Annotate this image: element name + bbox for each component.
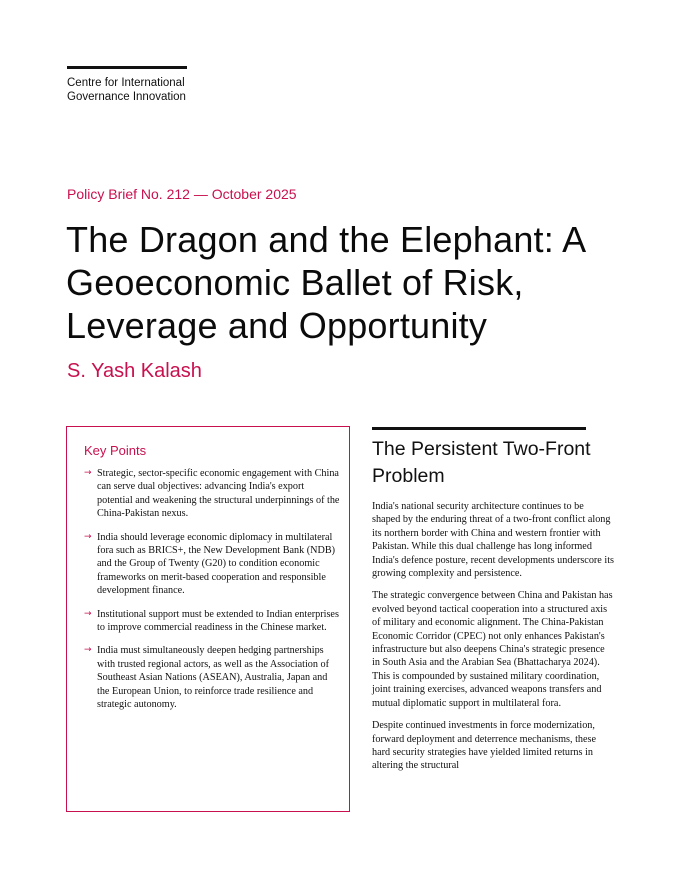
logo-rule (67, 66, 187, 69)
key-point-text: India must simultaneously deepen hedging partnerships with trusted regional actors, as well as the Association of Southeast Asian Nations (ASEAN), Australia, Japan and the European Union, to reinforce trade resilience and strategic autonomy. (97, 645, 329, 711)
logo-line-1: Centre for International (67, 77, 185, 89)
cigi-logo (67, 76, 186, 104)
logo-line-2: Governance Innovation (67, 91, 186, 103)
body-paragraph: India's national security architecture continues to be shaped by the enduring threat of a two-front conflict along its northern border with China and western frontier with Pakistan. While this dual challenge has long informed India's defence posture, recent developments underscore its growing complexity and persistence. (372, 501, 614, 580)
arrow-right-icon: → (84, 468, 92, 478)
key-points-box (66, 426, 350, 812)
key-points-heading: Key Points (84, 443, 147, 458)
key-points-list (84, 467, 340, 722)
body-paragraph: Despite continued investments in force modernization, forward deployment and deterrence mechanisms, these hard security strategies have yielded limited returns in altering the structural (372, 720, 597, 772)
section-rule (372, 427, 586, 430)
section-heading: The Persistent Two-Front Problem (372, 438, 591, 487)
page-title: The Dragon and the Elephant: A Geoeconomic Ballet of Risk, Leverage and Opportunity (66, 219, 585, 346)
key-point-text: Institutional support must be extended to Indian enterprises to improve commercial readiness in the Chinese market. (97, 608, 339, 634)
policy-brief-number: Policy Brief No. 212 — October 2025 (67, 186, 297, 202)
key-point-text: India should leverage economic diplomacy in multilateral fora such as BRICS+, the New Development Bank (NDB) and the Group of Twenty (G20) to condition economic frameworks on merit-based cooperation and responsible development finance. (97, 531, 336, 597)
arrow-right-icon: → (84, 531, 92, 542)
body-paragraph: The strategic convergence between China and Pakistan has evolved beyond tactical cooperation into a structured axis of military and economic alignment. The China-Pakistan Economic Corridor (CPEC) not only enhances Pakistan's infrastructure but also deepens China's strategic presence in South Asia and the Arabian Sea (Bhattacharya 2024). This is compounded by sustained military coordination, joint training exercises, advanced weapons transfers and mutual diplomatic support in multilateral fora. (372, 590, 613, 709)
key-point-item (84, 608, 340, 635)
key-point-item (84, 467, 340, 521)
author-name: S. Yash Kalash (67, 360, 202, 382)
key-point-item (84, 644, 340, 711)
arrow-right-icon: → (84, 608, 92, 619)
arrow-right-icon: → (84, 645, 92, 656)
key-point-text: Strategic, sector-specific economic engagement with China can serve dual objectives: advancing India's export potential and weakening the structural underpinnings of the China-Pakistan nexus. (97, 468, 340, 520)
key-point-item (84, 531, 340, 598)
body-text-column (372, 500, 614, 782)
